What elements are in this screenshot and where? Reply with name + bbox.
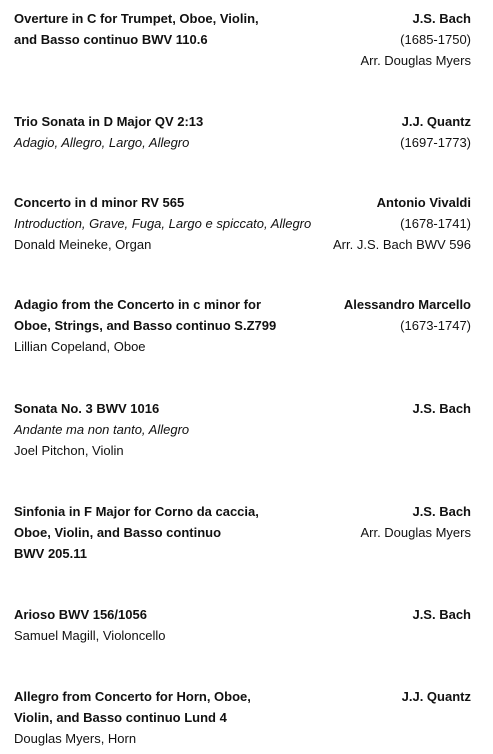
piece-title-line: BWV 205.11: [14, 546, 87, 561]
composer-name: Alessandro Marcello: [343, 297, 471, 312]
performer-credit: Joel Pitchon, Violin: [14, 443, 124, 458]
piece-title-line: Oboe, Violin, and Basso continuo: [14, 525, 222, 540]
program-entry: [14, 192, 471, 255]
piece-title-line: Sinfonia in F Major for Corno da caccia,: [14, 504, 259, 519]
composer-name: J.J. Quantz: [401, 689, 471, 704]
piece-title-line: Overture in C for Trumpet, Oboe, Violin,: [14, 11, 259, 26]
piece-title-line: Trio Sonata in D Major QV 2:13: [14, 114, 204, 129]
composer-name: J.J. Quantz: [401, 114, 471, 129]
composer-dates: (1678-1741): [400, 216, 471, 231]
piece-title-line: Concerto in d minor RV 565: [14, 195, 185, 210]
composer-name: J.S. Bach: [412, 11, 471, 26]
movements-list: Andante ma non tanto, Allegro: [14, 422, 190, 437]
piece-title-line: Violin, and Basso continuo Lund 4: [14, 710, 227, 725]
performer-credit: Donald Meineke, Organ: [14, 237, 152, 252]
arranger-credit: Arr. Douglas Myers: [360, 525, 471, 540]
piece-title-line: Adagio from the Concerto in c minor for: [14, 297, 262, 312]
arranger-credit: Arr. J.S. Bach BWV 596: [333, 237, 471, 252]
composer-name: Antonio Vivaldi: [376, 195, 471, 210]
performer-credit: Lillian Copeland, Oboe: [14, 339, 146, 354]
performer-credit: Samuel Magill, Violoncello: [14, 628, 166, 643]
movements-list: Adagio, Allegro, Largo, Allegro: [14, 135, 190, 150]
piece-title-line: Sonata No. 3 BWV 1016: [14, 401, 160, 416]
composer-dates: (1697-1773): [400, 135, 471, 150]
piece-title-line: and Basso continuo BWV 110.6: [14, 32, 208, 47]
piece-title-line: Allegro from Concerto for Horn, Oboe,: [14, 689, 251, 704]
composer-name: J.S. Bach: [412, 401, 471, 416]
program-entry: [14, 398, 471, 461]
composer-name: J.S. Bach: [412, 504, 471, 519]
program-entry: [14, 501, 471, 564]
performer-credit: Douglas Myers, Horn: [14, 731, 137, 746]
program-entry: [14, 686, 471, 749]
movements-list: Introduction, Grave, Fuga, Largo e spiccato, Allegro: [14, 216, 312, 231]
composer-dates: (1673-1747): [400, 318, 471, 333]
composer-dates: (1685-1750): [400, 32, 471, 47]
piece-title-line: Arioso BWV 156/1056: [14, 607, 147, 622]
program-entry: [14, 111, 471, 153]
composer-name: J.S. Bach: [412, 607, 471, 622]
program-entry: [14, 294, 471, 357]
program-entry: [14, 604, 471, 646]
piece-title-line: Oboe, Strings, and Basso continuo S.Z799: [14, 318, 277, 333]
program-entry: [14, 8, 471, 71]
arranger-credit: Arr. Douglas Myers: [360, 53, 471, 68]
